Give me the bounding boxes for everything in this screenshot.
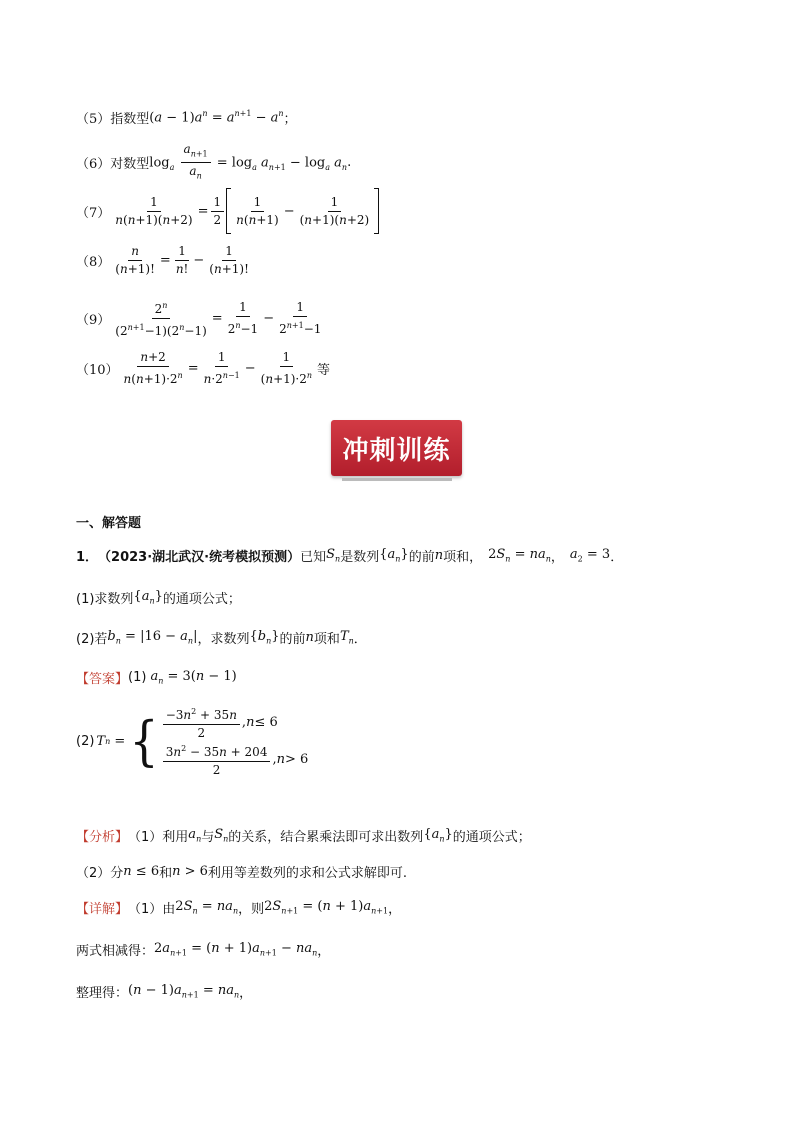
formula-body: $\frac{1}{n(n+1)(n+2)}$ = $\frac{1}{2}$ $\frac{1}{n(n+1)}$ − $\frac{1}{(n+1)(n+2)}$ [110,188,379,234]
stem-text: ． [610,550,624,565]
formula-tail: ； [283,112,297,127]
banner-text: 冲刺训练 [342,435,451,466]
analysis-text: （2）分 [76,866,124,881]
formula-label: （5） [76,112,111,127]
detail-text: （1）由 [128,902,176,917]
detail-line-2: 两式相减得： $2a_{n+1} = (n + 1)a_{n+1} - na_n$ ， [76,941,331,959]
analysis-text: （1）利用 [128,830,189,845]
analysis-line-1: 【分析】 （1）利用 $a_n$ 与 $S_n$ 的关系，结合累乘法即可求出数列 $\{a_n\}$ 的通项公式； [76,827,531,845]
formula-body: $\frac{n}{(n+1)!}$ = $\frac{1}{n!}$ − $\frac{1}{(n+1)!}$ [115,244,249,276]
detail-text: 整理得： [76,986,129,1001]
stem-text: ， [550,550,564,565]
formula-label: （10） [76,363,119,378]
formula-10 [76,350,330,387]
formula-name: 指数型 [110,112,150,127]
problem-number: 1． [76,550,99,565]
analysis-line-2: （2）分 n ≤ 6 和 n > 6 利用等差数列的求和公式求解即可. [76,864,408,881]
formula-tail: . [347,155,352,171]
question-text: (1)求数列 [76,592,134,607]
stem-text: 是数列 [340,550,380,565]
formula-label: （8） [76,255,111,270]
question-2: (2)若 $b_n = |16 - a_n|$ ，求数列 $\{b_n\}$ 的前 n 项和 $T_n$ ． [76,629,367,647]
stem-text: 项和， [443,550,483,565]
question-text: (2)若 [76,632,108,647]
question-1: (1)求数列 $\{a_n\}$ 的通项公式； [76,589,241,607]
formula-body: $\frac{n+2}{n(n+1)\cdot 2^n}$ = $\frac{1}{n\cdot 2^{n-1}}$ − $\frac{1}{(n+1)\cdot 2^n}$ [123,350,313,386]
problem-source: （2023·湖北武汉·统考模拟预测） [98,550,301,565]
detail-line-3: 整理得： $(n - 1)a_{n+1} = na_n$ ， [76,983,253,1001]
analysis-tag: 【分析】 [76,830,129,845]
detail-text: ， [388,902,402,917]
analysis-text: 的通项公式； [452,830,531,845]
stem-text: 的前 [408,550,435,565]
section-banner [331,420,462,476]
analysis-text: 的关系，结合累乘法即可求出数列 [228,830,424,845]
analysis-text: 与 [201,830,215,845]
detail-line-1: 【详解】 （1）由 $2S_n = na_n$ ，则 $2S_{n+1} = (n + 1)a_{n+1}$ ， [76,899,402,917]
formula-8 [76,244,254,277]
formula-label: （6） [76,157,111,173]
problem-stem: 1． （2023·湖北武汉·统考模拟预测） 已知 $S_n$ 是数列 $\{a_n\}$ 的前 n 项和， $2S_n = na_n$ ， $a_2 = 3$ ． [76,547,624,565]
formula-body: $\log_a$ $\frac{a_{n+1}}{a_n}$ = $\log_a a_{n+1} - \log_a a_n$ [149,142,348,181]
section-title: 一、解答题 [76,516,142,531]
formula-label: （7） [76,205,111,221]
formula-7 [76,188,379,234]
formula-6 [76,142,351,184]
question-text: 项和 [313,632,340,647]
analysis-text: 和 [159,866,173,881]
question-text: 的前 [279,632,306,647]
formula-body: $\frac{2^n}{(2^{n+1}-1)(2^n-1)}$ = $\frac{1}{2^n-1}$ − $\frac{1}{2^{n+1}-1}$ [115,300,322,338]
banner-shadow-bar [342,478,452,481]
formula-5 [76,108,297,127]
question-text: 的通项公式； [162,592,241,607]
detail-text: ， [317,944,331,959]
detail-text: ，则 [238,902,265,917]
detail-tag: 【详解】 [76,902,129,917]
formula-name: 对数型 [110,157,150,173]
answer-part-1: 【答案】 (1) $a_n = 3(n - 1)$ [76,669,237,687]
formula-9 [76,298,326,339]
formula-label: （9） [76,313,111,328]
answer-part-2: (2) T n = { $\frac{-3n^2 + 35n}{2}$ , n ≤ 6 $\frac{3n^2 - 35n + 204}{2}$ , n > 6 [76,704,308,778]
answer-tag: 【答案】 [76,672,129,687]
formula-body: $(a - 1)a^n = a^{n+1} - a^n$ [149,109,284,126]
detail-text: ， [239,986,253,1001]
answer-label: (2) [76,733,95,749]
question-text: ． [353,632,367,647]
analysis-text: 利用等差数列的求和公式求解即可. [207,866,408,881]
question-text: ，求数列 [197,632,250,647]
detail-text: 两式相减得： [76,944,155,959]
stem-text: 已知 [300,550,327,565]
answer-label: (1) [128,670,147,685]
formula-tail: 等 [317,363,331,378]
